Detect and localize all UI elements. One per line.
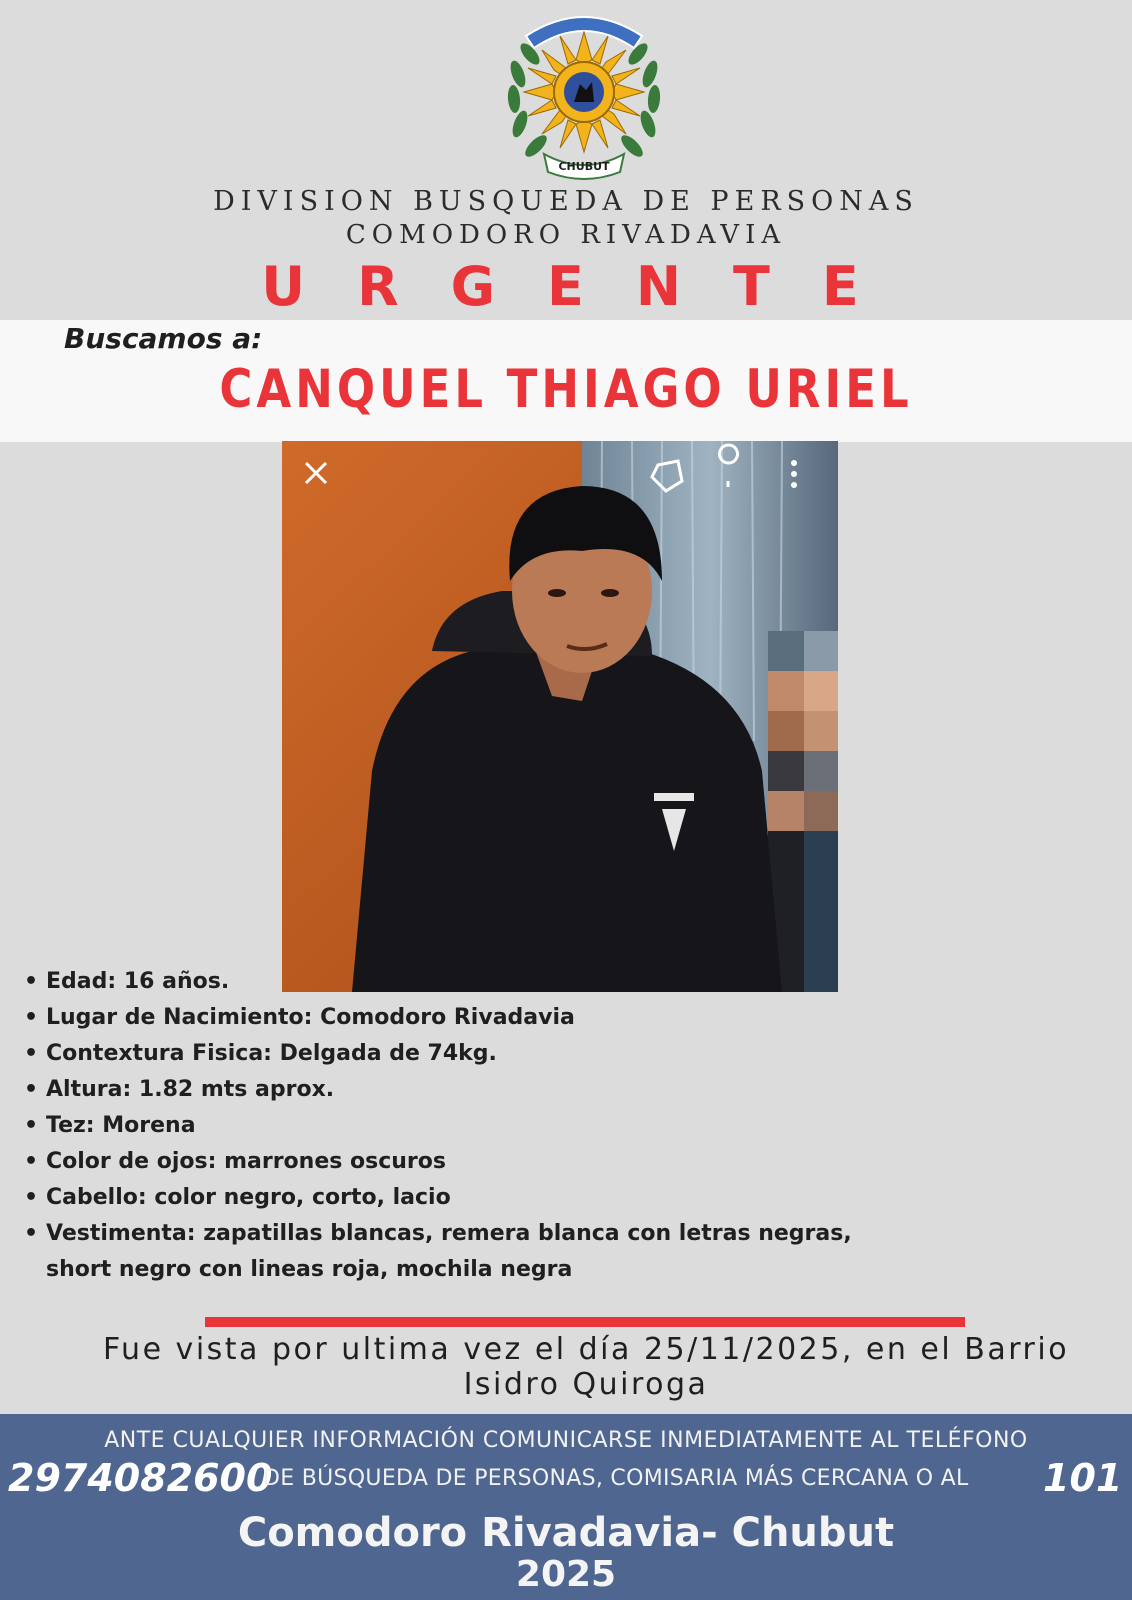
laurel-left-icon (507, 40, 550, 160)
last-seen-line-1: Fue vista por ultima vez el día 25/11/2025, en el Barrio (102, 1332, 1070, 1367)
detail-hair: • Cabello: color negro, corto, lacio (22, 1180, 852, 1216)
urgent-heading: URGENTE (261, 255, 911, 318)
detail-height: • Altura: 1.82 mts aprox. (22, 1072, 852, 1108)
detail-birthplace: • Lugar de Nacimiento: Comodoro Rivadavia (22, 1000, 852, 1036)
division-city: COMODORO RIVADAVIA (345, 220, 787, 250)
detail-eye-color: • Color de ojos: marrones oscuros (22, 1144, 852, 1180)
red-divider (205, 1317, 965, 1327)
clothing-line-2: short negro con lineas roja, mochila negra (46, 1257, 573, 1282)
detail-clothing (22, 1216, 852, 1288)
more-options-icon (791, 460, 797, 488)
contact-footer (0, 1414, 1132, 1600)
footer-year: 2025 (515, 1554, 617, 1595)
search-lead: Buscamos a: (64, 322, 263, 355)
seal-bottom-text: CHUBUT (558, 160, 610, 173)
phone-number[interactable]: 2974082600 (8, 1456, 273, 1500)
detail-complexion: • Tez: Morena (22, 1108, 852, 1144)
missing-person-name: CANQUEL THIAGO URIEL (219, 358, 913, 420)
detail-build: • Contextura Fisica: Delgada de 74kg. (22, 1036, 852, 1072)
photo-svg (282, 441, 838, 992)
last-seen-line-2: Isidro Quiroga (463, 1367, 709, 1402)
contact-line-1: ANTE CUALQUIER INFORMACIÓN COMUNICARSE INMEDIATAMENTE AL TELÉFONO (104, 1428, 1028, 1453)
clothing-line-1: • Vestimenta: zapatillas blancas, remera blanca con letras negras, (46, 1221, 852, 1246)
division-title: DIVISION BUSQUEDA DE PERSONAS (213, 186, 919, 217)
emergency-number[interactable]: 101 (1043, 1456, 1123, 1500)
details-list (22, 964, 852, 1288)
pixelated-area (768, 631, 838, 992)
person-photo (282, 441, 838, 992)
laurel-right-icon (618, 40, 661, 160)
contact-line-2: DE BÚSQUEDA DE PERSONAS, COMISARIA MÁS CERCANA O AL (263, 1466, 969, 1491)
detail-age: • Edad: 16 años. (22, 964, 852, 1000)
last-seen-text (40, 1332, 1132, 1402)
police-seal-logo (496, 4, 672, 180)
footer-city: Comodoro Rivadavia- Chubut (237, 1510, 895, 1556)
seal-svg (496, 4, 672, 180)
